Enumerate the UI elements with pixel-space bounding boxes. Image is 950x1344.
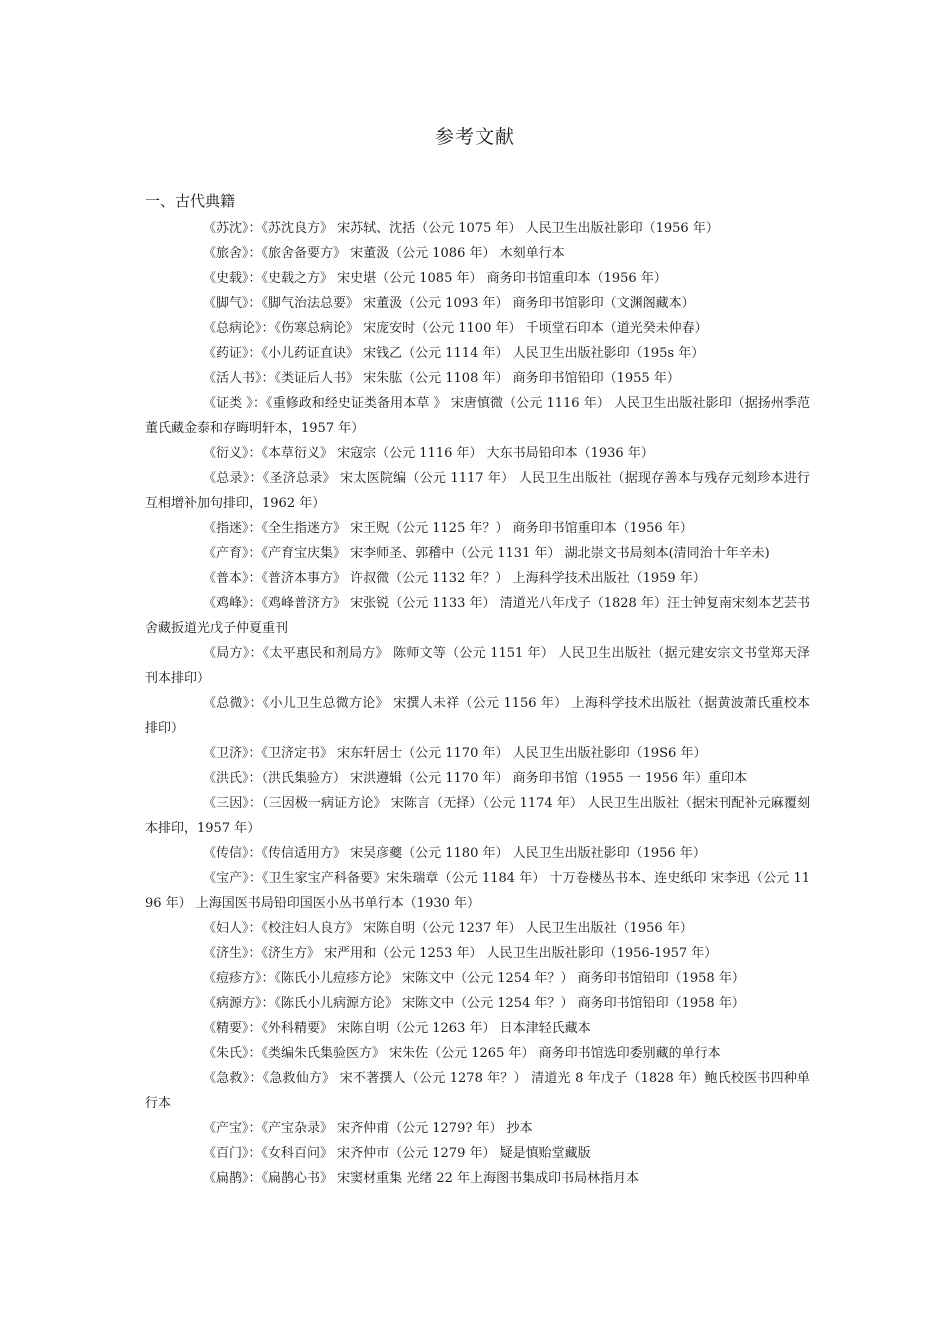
reference-entry: 《总微》：《小儿卫生总微方论》 宋撰人未祥（公元 1156 年） 上海科学技术出版社（据黄波萧氏重校本排印） — [145, 696, 810, 736]
reference-entry: 《传信》：《传信适用方》 宋吴彦夔（公元 1180 年） 人民卫生出版社影印（1956 年） — [203, 846, 706, 861]
reference-entry: 《扁鹊》：《扁鹊心书》 宋窦材重集 光绪 22 年上海图书集成印书局林指月本 — [203, 1171, 640, 1186]
reference-list — [145, 216, 810, 1191]
reference-entry: 《史载》：《史载之方》 宋史堪（公元 1085 年） 商务印书馆重印本（1956 年） — [203, 271, 667, 286]
reference-entry: 《证类 》：《重修政和经史证类备用本草 》 宋唐慎微（公元 1116 年） 人民卫生出版社影印（据扬州季范董氏藏金泰和存晦明轩本，1957 年） — [145, 396, 810, 436]
reference-entry: 《产育》：《产育宝庆集》 宋李师圣、郭稽中（公元 1131 年） 湖北崇文书局刻本(清同治十年辛未) — [203, 546, 770, 561]
reference-entry: 《产宝》：《产宝杂录》 宋齐仲甫（公元 1279? 年） 抄本 — [203, 1121, 533, 1136]
reference-entry: 《总录》：《圣济总录》 宋太医院编（公元 1117 年） 人民卫生出版社（据现存善本与残存元刻珍本进行互相增补加句排印，1962 年） — [145, 471, 810, 511]
page-title: 参考文献 — [434, 126, 515, 148]
reference-entry: 《洪氏》：（洪氏集验方） 宋洪遵辑（公元 1170 年） 商务印书馆（1955 一 1956 年）重印本 — [203, 771, 748, 786]
reference-entry: 《鸡峰》：《鸡峰普济方》 宋张锐（公元 1133 年） 清道光八年戊子（1828 年）汪士钟复南宋刻本艺芸书舍藏扳道光戊子仲夏重刊 — [145, 596, 810, 636]
reference-entry: 《朱氏》：《类编朱氏集验医方》 宋朱佐（公元 1265 年） 商务印书馆选印委别藏的单行本 — [203, 1046, 721, 1061]
reference-entry: 《活人书》：《类证后人书》 宋朱肱（公元 1108 年） 商务印书馆铅印（1955 年） — [203, 371, 680, 386]
reference-entry: 《指迷》：《全生指迷方》 宋王贶（公元 1125 年？） 商务印书馆重印本（1956 年） — [203, 521, 693, 536]
reference-entry: 《病源方》：《陈氏小儿病源方论》 宋陈文中（公元 1254 年？） 商务印书馆铅印（1958 年） — [203, 996, 745, 1011]
reference-entry: 《百门》：《女科百问》 宋齐仲市（公元 1279 年） 疑是慎贻堂藏版 — [203, 1146, 591, 1161]
reference-entry: 《局方》：《太平惠民和剂局方》 陈师文等（公元 1151 年） 人民卫生出版社（据元建安宗文书堂郑天泽刊本排印） — [145, 646, 810, 686]
reference-entry: 《衍义》：《本草衍义》 宋寇宗（公元 1116 年） 大东书局铅印本（1936 年） — [203, 446, 654, 461]
reference-entry: 《卫济》：《卫济定书》 宋东轩居士（公元 1170 年） 人民卫生出版社影印（19S6 年） — [203, 746, 707, 761]
reference-entry: 《痘疹方》：《陈氏小儿痘疹方论》 宋陈文中（公元 1254 年？） 商务印书馆铅印（1958 年） — [203, 971, 745, 986]
reference-entry: 《妇人》：《校注妇人良方》 宋陈自明（公元 1237 年） 人民卫生出版社（1956 年） — [203, 921, 693, 936]
reference-entry: 《普本》：《普济本事方》 许叔微（公元 1132 年？） 上海科学技术出版社（1959 年） — [203, 571, 706, 586]
reference-entry: 《济生》：《济生方》 宋严用和（公元 1253 年） 人民卫生出版社影印（1956-1957 年） — [203, 946, 718, 961]
reference-entry: 《三因》：（三因极一病证方论》 宋陈言（无择）（公元 1174 年） 人民卫生出版社（据宋刊配补元麻覆刻本排印，1957 年） — [145, 796, 810, 836]
reference-entry: 《药证》：《小儿药证直诀》 宋钱乙（公元 1114 年） 人民卫生出版社影印（195s 年） — [203, 346, 705, 361]
reference-entry: 《苏沈》：《苏沈良方》 宋苏轼、沈括（公元 1075 年） 人民卫生出版社影印（1956 年） — [203, 221, 719, 236]
section-heading: 一、古代典籍 — [145, 192, 236, 210]
reference-entry: 《旅舍》：《旅舍备要方》 宋董汲（公元 1086 年） 木刻单行本 — [203, 246, 565, 261]
reference-entry: 《脚气》：《脚气治法总要》 宋董汲（公元 1093 年） 商务印书馆影印（文渊阁藏本） — [203, 296, 695, 311]
reference-entry: 《急救》：《急救仙方》 宋不著撰人（公元 1278 年？） 清道光 8 年戊子（1828 年）鲍氏校医书四种单行本 — [145, 1071, 810, 1111]
reference-entry: 《宝产》：《卫生家宝产科备要》宋朱瑞章（公元 1184 年） 十万卷楼丛书本、连史纸印 宋李迅（公元 1196 年） 上海国医书局铅印国医小丛书单行本（1930 年） — [145, 871, 810, 911]
reference-entry: 《总病论》：《伤寒总病论》 宋庞安时（公元 1100 年） 千顷堂石印本（道光癸未仲春） — [203, 321, 708, 336]
reference-entry: 《精要》：《外科精要》 宋陈自明（公元 1263 年） 日本津轻氏藏本 — [203, 1021, 591, 1036]
